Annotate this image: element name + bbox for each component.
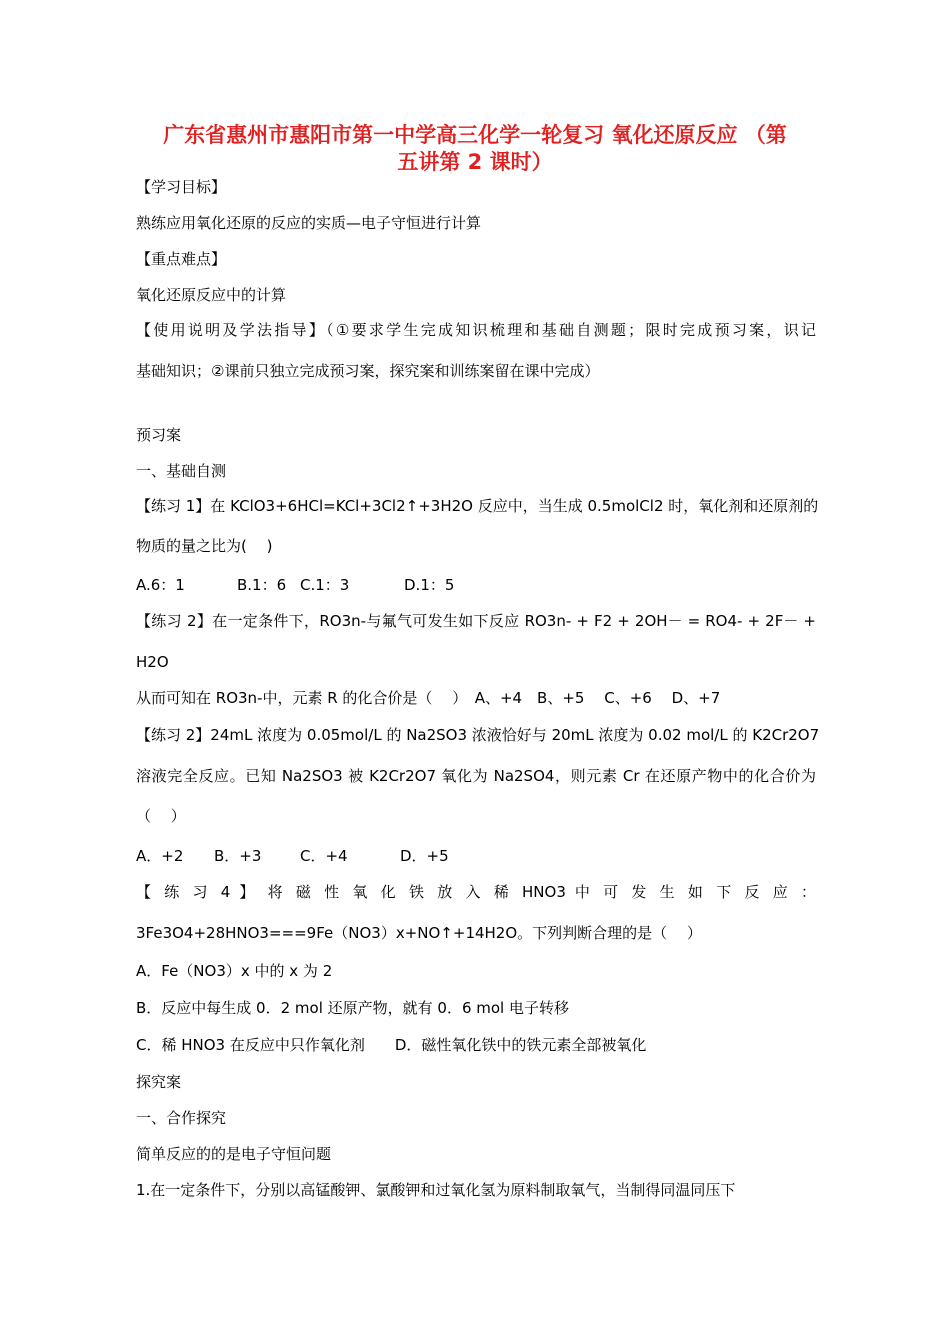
exercise-4-line-1: 【 练 习 4 】 将 磁 性 氧 化 铁 放 入 稀 HNO3 中 可 发 生 如 下 反 应 ： (136, 883, 816, 901)
instructions-line-1: 【使用说明及学法指导】（①要求学生完成知识梳理和基础自测题；限时完成预习案，识记 (136, 321, 816, 339)
title-line-1: 广东省惠州市惠阳市第一中学高三化学一轮复习 氧化还原反应 （第 (163, 123, 787, 147)
option-c: C.1：3 (300, 576, 350, 594)
exercise-4-option-b: B．反应中每生成 0．2 mol 还原产物，就有 0．6 mol 电子转移 (136, 999, 569, 1017)
subsection-basic-test: 一、基础自测 (136, 462, 227, 480)
subsection-cooperative-explore: 一、合作探究 (136, 1109, 227, 1127)
exercise-2-line-2: H2O (136, 653, 169, 671)
exercise-2-line-1: 【练习 2】在一定条件下，RO3n-与氟气可发生如下反应 RO3n- + F2 + 2OH－ = RO4- + 2F－ + (136, 612, 816, 630)
section-heading-key-points: 【重点难点】 (136, 250, 227, 268)
exercise-4-options-c-d: C．稀 HNO3 在反应中只作氧化剂 D．磁性氧化铁中的铁元素全部被氧化 (136, 1036, 647, 1054)
option-c: C．+4 (300, 847, 348, 865)
problem-1-line-1: 1.在一定条件下，分别以高锰酸钾、氯酸钾和过氧化氢为原料制取氧气，当制得同温同压下 (136, 1181, 736, 1199)
exercise-3-line-1: 【练习 2】24mL 浓度为 0.05mol/L 的 Na2SO3 浓液恰好与 20mL 浓度为 0.02 mol/L 的 K2Cr2O7 (136, 726, 820, 744)
exercise-4-line-2: 3Fe3O4+28HNO3===9Fe（NO3）x+NO↑+14H2O。下列判断合理的是（ ） (136, 924, 702, 942)
document-title (130, 122, 820, 176)
exercise-1-options (136, 575, 816, 595)
exercise-3-line-3: （ ） (136, 807, 186, 825)
exercise-1-line-1: 【练习 1】在 KClO3+6HCl=KCl+3Cl2↑+3H2O 反应中，当生成 0.5molCl2 时，氧化剂和还原剂的 (136, 497, 819, 515)
option-d: D.1：5 (404, 576, 455, 594)
learning-goals-text: 熟练应用氧化还原的反应的实质—电子守恒进行计算 (136, 214, 482, 232)
exercise-3-options (136, 846, 816, 866)
section-heading-learning-goals: 【学习目标】 (136, 178, 227, 196)
exercise-2-question: 从而可知在 RO3n-中，元素 R 的化合价是（ ） A、+4 B、+5 C、+6 D、+7 (136, 689, 721, 707)
option-a: A.6：1 (136, 576, 185, 594)
section-heading-preview: 预习案 (136, 426, 182, 444)
key-points-text: 氧化还原反应中的计算 (136, 286, 287, 304)
option-a: A．+2 (136, 847, 184, 865)
section-heading-explore: 探究案 (136, 1073, 182, 1091)
option-b: B．+3 (214, 847, 262, 865)
exercise-3-line-2: 溶液完全反应。已知 Na2SO3 被 K2Cr2O7 氧化为 Na2SO4，则元素 Cr 在还原产物中的化合价为 (136, 767, 816, 785)
option-d: D．+5 (400, 847, 449, 865)
exercise-4-option-a: A．Fe（NO3）x 中的 x 为 2 (136, 962, 333, 980)
instructions-line-2: 基础知识；②课前只独立完成预习案，探究案和训练案留在课中完成） (136, 362, 600, 380)
topic-electron-conservation: 简单反应的的是电子守恒问题 (136, 1145, 332, 1163)
title-line-2: 五讲第 2 课时） (397, 150, 553, 174)
exercise-1-line-2: 物质的量之比为( ) (136, 537, 273, 555)
option-b: B.1：6 (237, 576, 287, 594)
